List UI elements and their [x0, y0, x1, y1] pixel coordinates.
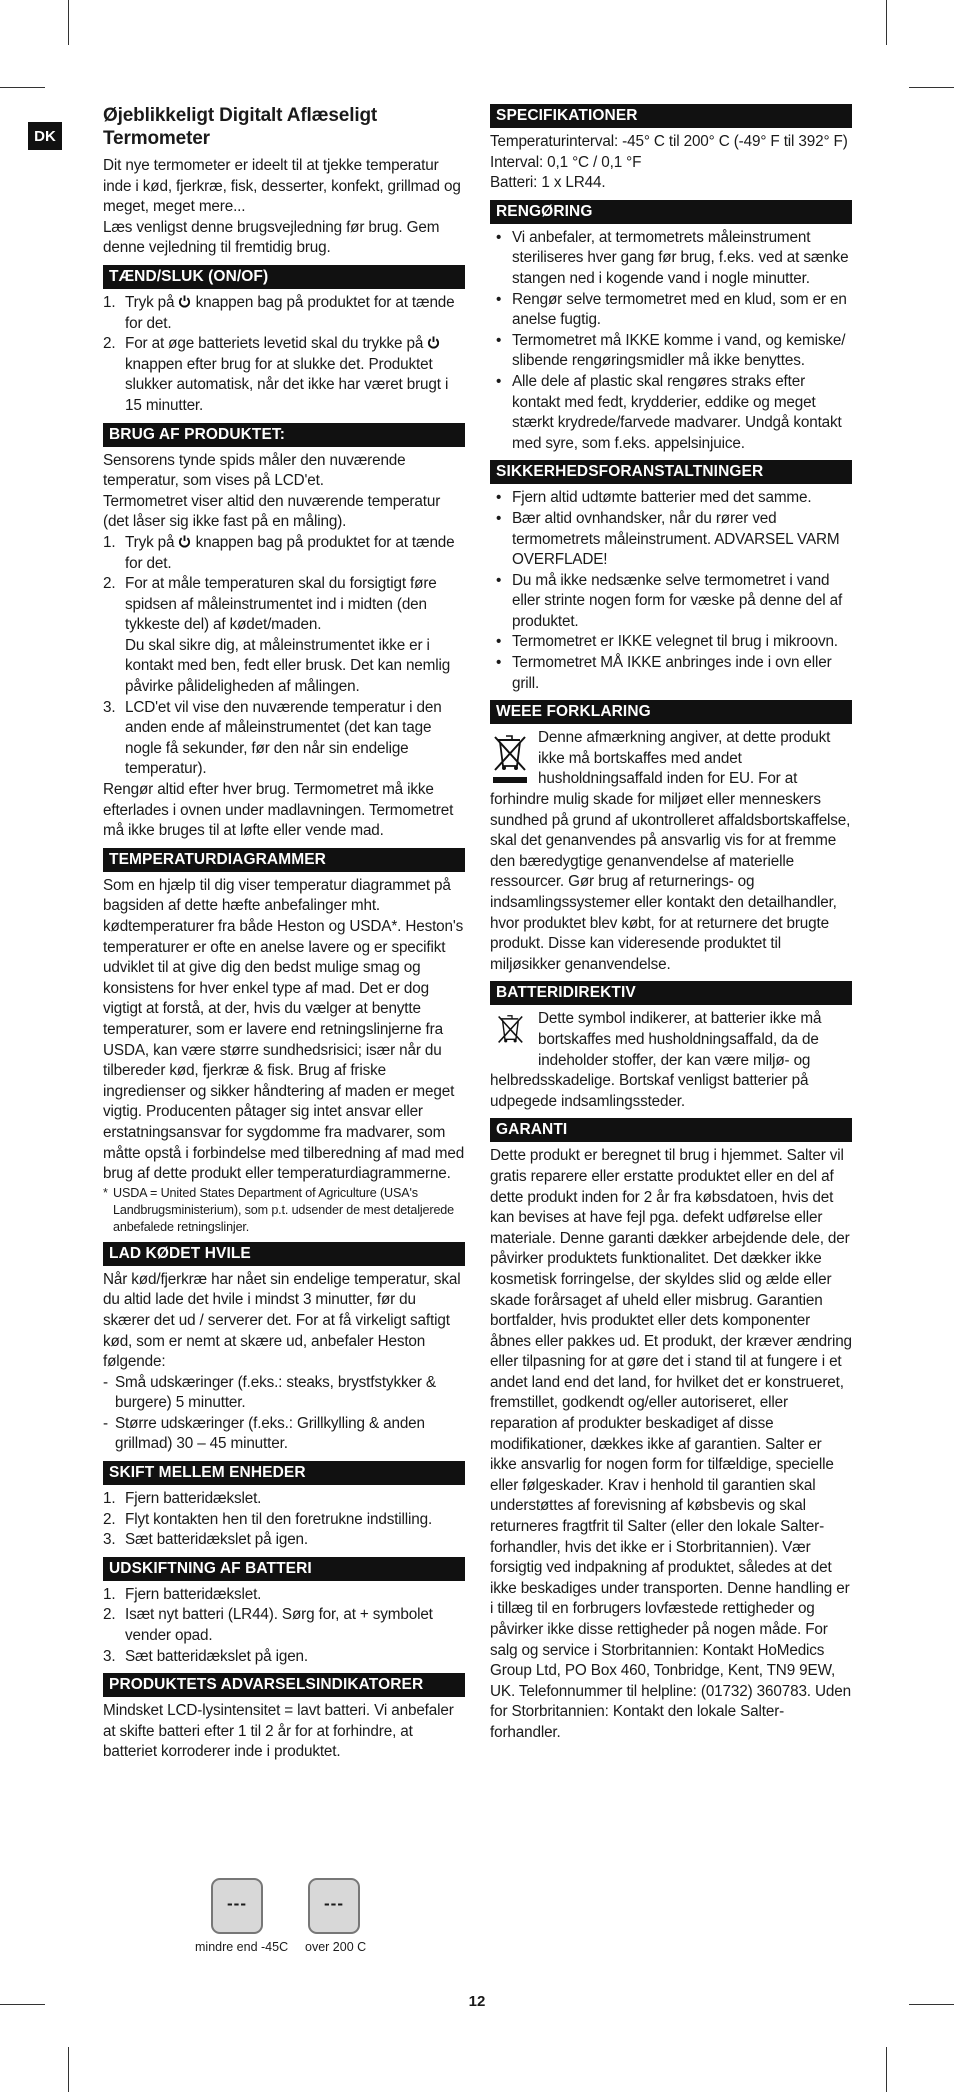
- lcd-high-caption: over 200 C: [305, 1940, 367, 1954]
- step-number: 1.: [103, 1490, 116, 1508]
- crop-mark: [68, 0, 69, 45]
- battery-directive-text: Dette symbol indikerer, at batterier ikke må bortskaffes med husholdningsaffald, da de indeholder stoffer, der kan være miljø- og helbredsskadelige. Bortskaf venligst batterier på udpegede indsamlingssteder.: [490, 1010, 822, 1110]
- step-text: Flyt kontakten hen til den foretrukne indstilling.: [125, 1510, 433, 1528]
- left-column: [103, 104, 465, 1763]
- step-text: Du skal sikre dig, at måleinstrumentet ikke er i kontakt med ben, fedt eller brusk. Det kan nemlig påvirke pålideligheden af målingen.: [125, 636, 451, 696]
- rest-paragraph: Når kød/fjerkræ har nået sin endelige temperatur, skal du altid lade det hvile i mindst 3 minutter, før du skærer det ud / serverer det. For at få virkeligt saftigt kød, som er nemt at skære ud, anbefaler Heston følgende:: [103, 1270, 461, 1371]
- power-icon: [178, 295, 191, 308]
- weee-paragraph: [490, 728, 852, 975]
- usage-paragraph: Termometret viser altid den nuværende temperatur (det låser sig ikke fast på en måling).: [103, 492, 441, 531]
- crop-mark: [886, 0, 887, 45]
- step-text: Fjern batteridækslet.: [125, 1585, 262, 1603]
- step-text: knappen efter brug for at slukke det. Produktet slukker automatisk, når det ikke har været brugt i 15 minutter.: [125, 355, 449, 414]
- step-text: knappen bag på produktet for at tænde for det.: [125, 293, 455, 332]
- list-item: [103, 698, 465, 780]
- step-text: Sæt batteridækslet på igen.: [125, 1647, 309, 1665]
- list-item: [103, 334, 465, 416]
- step-text: Tryk på: [125, 533, 179, 551]
- usage-paragraph: Rengør altid efter hver brug. Termometret må ikke efterlades i ovnen under madlavningen. Termometret må ikke bruges til at løfte eller vende mad.: [103, 781, 454, 840]
- list-item: • Du må ikke nedsænke selve termometret i vand eller strinte nogen form for væske på denne del af produktet.: [490, 571, 852, 633]
- power-steps: [103, 293, 465, 417]
- footnote-text: USDA = United States Department of Agriculture (USA's Landbrugsministerium), som p.t. udsender de mest detaljerede anbefalede retningslinjer.: [113, 1185, 455, 1234]
- step-text: knappen bag på produktet for at tænde for det.: [125, 533, 455, 572]
- language-tab: DK: [28, 122, 62, 150]
- step-number: 1.: [103, 293, 116, 311]
- crossed-bin-icon: [490, 730, 534, 786]
- lcd-low-caption: mindre end -45C: [195, 1940, 289, 1954]
- list-item: [103, 1530, 465, 1551]
- power-icon: [178, 535, 191, 548]
- warning-indicators-paragraph: Mindsket LCD-lysintensitet = lavt batteri. Vi anbefaler at skifte batteri efter 1 til 2 år for at forhindre, at batteriet korroderer inde i produktet.: [103, 1702, 454, 1761]
- right-column: [490, 104, 852, 1744]
- list-item: • Rengør selve termometret med en klud, som er en anelse fugtig.: [490, 290, 852, 331]
- page-number: 12: [468, 1993, 486, 2010]
- section-heading-specifications: SPECIFIKATIONER: [490, 104, 852, 128]
- list-item: - Små udskæringer (f.eks.: steaks, brystfstykker & burgere) 5 minutter.: [103, 1373, 465, 1414]
- intro-paragraph: Læs venligst denne brugsvejledning før brug. Gem denne vejledning til fremtidig brug.: [103, 218, 440, 257]
- list-item: [103, 1510, 465, 1531]
- crop-mark: [886, 2047, 887, 2092]
- document-title: Øjeblikkeligt Digitalt Aflæseligt Termometer: [103, 105, 378, 149]
- section-heading-power: TÆND/SLUK (ON/OF): [103, 265, 465, 289]
- step-text: LCD'et vil vise den nuværende temperatur i den anden ende af måleinstrumentet (det kan tage nogle få sekunder, før den når sin endelige temperatur).: [125, 698, 442, 778]
- step-text: Fjern batteridækslet.: [125, 1490, 262, 1508]
- list-item: [103, 1489, 465, 1510]
- units-steps: [103, 1489, 465, 1551]
- step-number: 3.: [103, 698, 116, 716]
- list-item: • Bær altid ovnhandsker, når du rører ved termometrets måleinstrument. ADVARSEL VARM OVERFLADE!: [490, 509, 852, 571]
- lcd-high-indicator: [308, 1878, 360, 1934]
- list-item: [103, 533, 465, 574]
- list-item: • Termometret er IKKE velegnet til brug i mikroovn.: [490, 632, 852, 653]
- section-heading-warranty: GARANTI: [490, 1118, 852, 1142]
- list-item: [103, 293, 465, 334]
- footnote: [103, 1185, 465, 1236]
- intro-paragraph: Dit nye termometer er ideelt til at tjekke temperatur inde i kød, fjerkræ, fisk, desserter, konfekt, grillmad og meget, meget mere...: [103, 157, 461, 216]
- step-text: Sæt batteridækslet på igen.: [125, 1531, 309, 1549]
- weee-text: Denne afmærkning angiver, at dette produkt ikke må bortskaffes med andet husholdningsaffald inden for EU. For at forhindre mulig skade for miljøet eller menneskers sundhed på grund af ukontrolleret affaldsbortskaffelse, skal det genanvendes på ansvarlig vis for at fremme den bæredygtige genanvendelse af materielle ressourcer. Gør brug af returnerings- og indsamlingssystemer eller kontakt den detailhandler, hvor produktet blev købt, for at returnere det brugte produkt. Disse kan videresende produktet til miljøsikker genanvendelse.: [490, 729, 851, 973]
- lcd-display-text: ---: [227, 1894, 247, 1913]
- section-heading-usage: BRUG AF PRODUKTET:: [103, 423, 465, 447]
- footnote-marker: *: [103, 1185, 108, 1200]
- step-number: 1.: [103, 1585, 116, 1603]
- step-number: 3.: [103, 1647, 116, 1665]
- list-item: • Alle dele af plastic skal rengøres straks efter kontakt med fedt, krydderier, eddike og meget stærkt krydrede/farvede madvarer. Undgå kontakt med syre, som f.eks. appelsinjuice.: [490, 372, 852, 454]
- section-heading-temperature-charts: TEMPERATURDIAGRAMMER: [103, 848, 465, 872]
- list-item: [103, 1647, 465, 1668]
- power-icon: [427, 336, 440, 349]
- temperature-charts-paragraph: Som en hjælp til dig viser temperatur diagrammet på bagsiden af dette hæfte anbefalinger mht. kødtemperaturer fra både Heston og USDA*. Heston's temperaturer er ofte en anelse lavere og er specifikt udviklet til at give dig den bedst mulige smag og konsistens for hver enkel type af mad. Det er dog vigtigt at forstå, at der, hvis du vælger at benytte temperaturer, som er lavere end retningslinjerne fra USDA, kan være større sundhedsrisici; især når du tilbereder kød, fjerkræ & fisk. Brug af friske ingredienser og sikker håndtering af maden er meget vigtig. Producenten påtager sig intet ansvar eller erstatningsansvar for sygdomme fra madvarer, som måtte opstå i forbindelse med tilberedning af mad med brug af dette produkt eller temperaturdiagrammerne.: [103, 876, 465, 1183]
- step-number: 1.: [103, 533, 116, 551]
- battery-directive-paragraph: [490, 1009, 852, 1112]
- list-item: [103, 574, 465, 698]
- crop-mark: [909, 87, 954, 88]
- step-text: For at måle temperaturen skal du forsigtigt føre spidsen af måleinstrumentet ind i midten (den tykkeste del) af kødet/maden.: [125, 575, 437, 634]
- warranty-paragraph: Dette produkt er beregnet til brug i hjemmet. Salter vil gratis reparere eller erstatte produktet eller en del af dette produkt inden for 2 år fra købsdatoen, hvis det kan bevises at have fejl pga. defekt udførelse eller materiale. Denne garanti dækker arbejdende dele, der påvirker produktets funktionalitet. Det dækker ikke kosmetisk forringelse, der skyldes slid og ælde eller skade forårsaget af uheld eller misbrug. Garantien bortfalder, hvis produktet eller dets komponenter åbnes eller pakkes ud. Et produkt, der kræver ændring eller tilpasning for at gøre det i stand til at fungere i et andet land end det land, for hvilket det er konstrueret, fremstillet, godkendt og/eller autoriseret, eller reparation af produkter beskadiget af disse modifikationer, dækkes ikke af garantien. Salter er ikke ansvarlig for nogen form for tilfældige, specielle eller følgeskader. Krav i henhold til garantien skal understøttes af forevisning af købsbevis og skal returneres fragtfrit til Salter (eller den lokale Salter-forhandler, hvis det ikke er i Storbritannien). Vær forsigtig ved indpakning af produktet, således at det ikke beskadiges under transporten. Denne handling er i tillæg til en forbrugers lovfæstede rettigheder og påvirker ikke disse rettigheder på nogen måde. For salg og service i Storbritannien: Kontakt HoMedics Group Ltd, PO Box 460, Tonbridge, Kent, TN9 9EW, UK. Telefonnummer til helpline: (01732) 360783. Uden for Storbritannien: Kontakt den lokale Salter-forhandler.: [490, 1147, 852, 1741]
- list-item: • Termometret må IKKE komme i vand, og kemiske/ slibende rengøringsmidler må ikke benyttes.: [490, 331, 852, 372]
- cleaning-list: [490, 228, 852, 455]
- battery-change-steps: [103, 1585, 465, 1667]
- step-number: 3.: [103, 1531, 116, 1549]
- step-number: 2.: [103, 1510, 116, 1528]
- step-number: 2.: [103, 335, 116, 353]
- spec-line: Batteri: 1 x LR44.: [490, 174, 606, 192]
- list-item: • Vi anbefaler, at termometrets måleinstrument steriliseres hver gang før brug, f.eks. ved at sænke stangen ned i kogende vand i nogle minutter.: [490, 228, 852, 290]
- section-heading-warning-indicators: PRODUKTETS ADVARSELSINDIKATORER: [103, 1673, 465, 1697]
- lcd-display-text: ---: [324, 1894, 344, 1913]
- section-heading-cleaning: RENGØRING: [490, 200, 852, 224]
- section-heading-safety: SIKKERHEDSFORANSTALTNINGER: [490, 460, 852, 484]
- list-item: [103, 1585, 465, 1606]
- section-heading-battery-directive: BATTERIDIREKTIV: [490, 981, 852, 1005]
- list-item: [103, 1605, 465, 1646]
- safety-list: [490, 488, 852, 694]
- section-heading-battery-change: UDSKIFTNING AF BATTERI: [103, 1557, 465, 1581]
- step-number: 2.: [103, 1606, 116, 1624]
- list-item: • Fjern altid udtømte batterier med det samme.: [490, 488, 852, 509]
- step-text: Tryk på: [125, 293, 179, 311]
- crossed-bin-icon: [490, 1011, 534, 1055]
- lcd-low-indicator: [211, 1878, 263, 1934]
- step-number: 2.: [103, 575, 116, 593]
- step-text: Isæt nyt batteri (LR44). Sørg for, at + symbolet vender opad.: [125, 1606, 433, 1645]
- step-text: For at øge batteriets levetid skal du trykke på: [125, 335, 428, 353]
- list-item: - Større udskæringer (f.eks.: Grillkylling & anden grillmad) 30 – 45 minutter.: [103, 1414, 465, 1455]
- spec-line: Temperaturinterval: -45° C til 200° C (-49° F til 392° F): [490, 133, 848, 150]
- lcd-indicators: [195, 1878, 395, 1958]
- spec-line: Interval: 0,1 °C / 0,1 °F: [490, 153, 642, 171]
- crop-mark: [0, 87, 45, 88]
- rest-list: [103, 1373, 465, 1455]
- usage-steps: [103, 533, 465, 780]
- section-heading-weee: WEEE FORKLARING: [490, 700, 852, 724]
- crop-mark: [68, 2047, 69, 2092]
- section-heading-units: SKIFT MELLEM ENHEDER: [103, 1461, 465, 1485]
- list-item: • Termometret MÅ IKKE anbringes inde i ovn eller grill.: [490, 653, 852, 694]
- section-heading-rest: LAD KØDET HVILE: [103, 1242, 465, 1266]
- usage-paragraph: Sensorens tynde spids måler den nuværende temperatur, som vises på LCD'et.: [103, 451, 406, 490]
